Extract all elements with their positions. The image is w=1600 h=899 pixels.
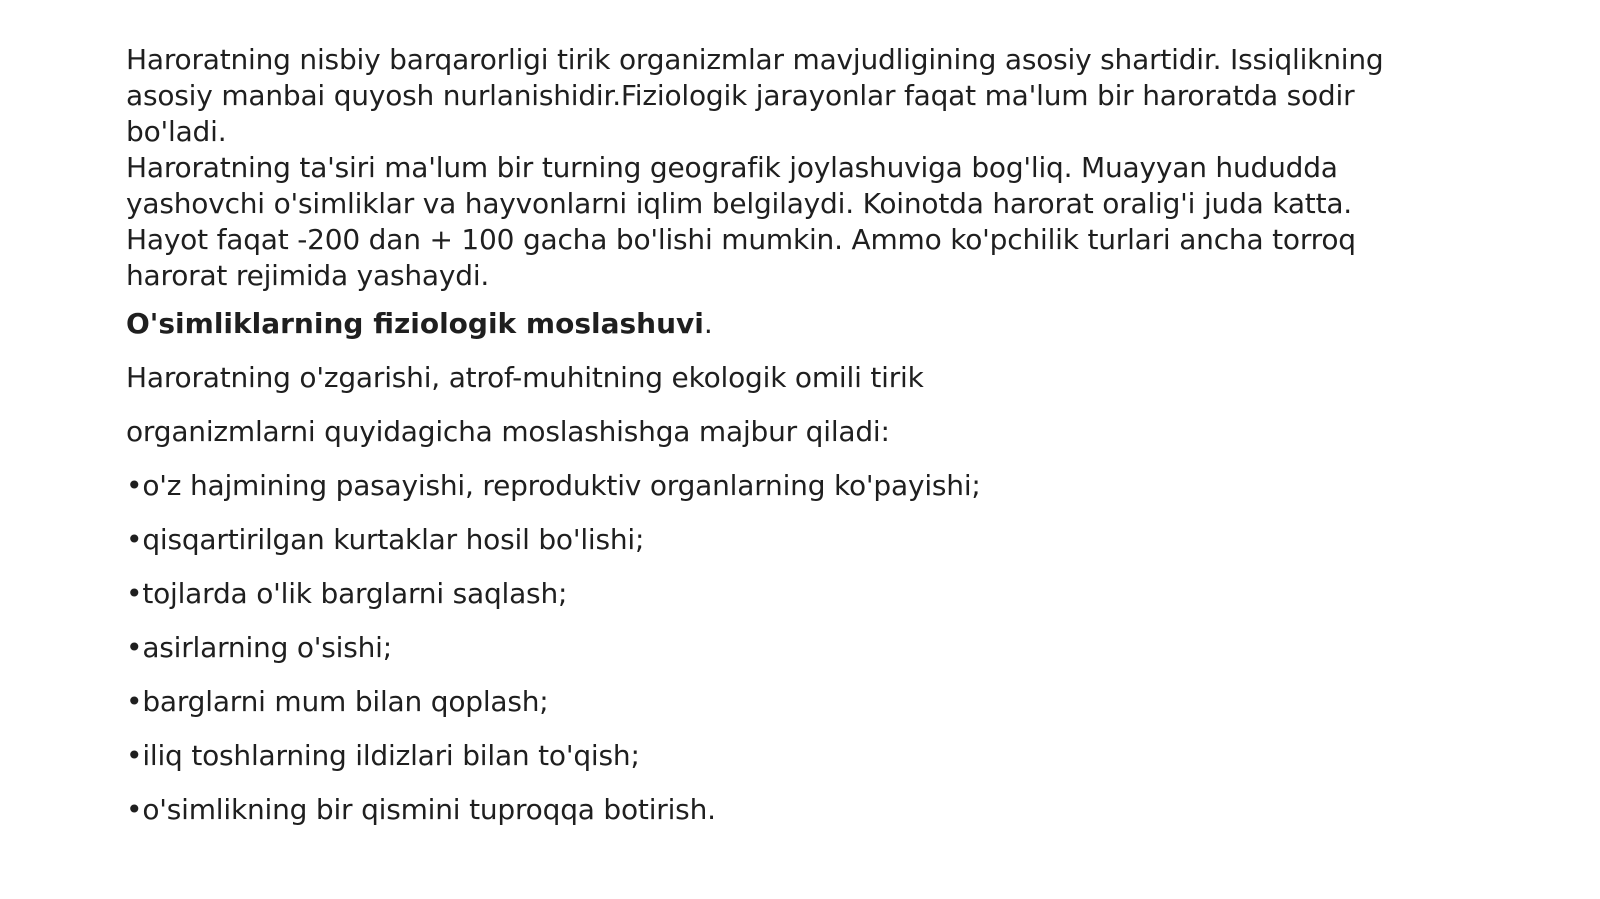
list-item: •o'z hajmining pasayishi, reproduktiv organlarning ko'payishi; — [126, 469, 981, 502]
section-line-1: Haroratning o'zgarishi, atrof-muhitning ekologik omili tirik — [126, 361, 924, 394]
list-item: •tojlarda o'lik barglarni saqlash; — [126, 577, 568, 610]
list-item: •iliq toshlarning ildizlari bilan to'qish; — [126, 739, 640, 772]
list-item: •qisqartirilgan kurtaklar hosil bo'lishi; — [126, 523, 645, 556]
intro-paragraph-2: Haroratning ta'siri ma'lum bir turning geografik joylashuviga bog'liq. Muayyan hududda yashovchi o'simliklar va hayvonlarni iqlim belgilaydi. Koinotda harorat oralig'i juda katta. Hayot faqat -200 dan + 100 gacha bo'lishi mumkin. Ammo ko'pchilik turlari ancha torroq harorat rejimida yashaydi. — [126, 151, 1356, 292]
list-item: •asirlarning o'sishi; — [126, 631, 392, 664]
section-heading-text: O'simliklarning fiziologik moslashuvi — [126, 307, 704, 340]
intro-paragraph-1: Haroratning nisbiy barqarorligi tirik organizmlar mavjudligining asosiy shartidir. Issiqlikning asosiy manbai quyosh nurlanishidir.Fiziologik jarayonlar faqat ma'lum bir haroratda sodir bo'ladi. — [126, 43, 1384, 148]
section-heading-punct: . — [703, 307, 713, 340]
intro-text — [126, 42, 1416, 294]
section-heading — [126, 306, 1416, 342]
list-item: •barglarni mum bilan qoplash; — [126, 685, 549, 718]
section-line-2: organizmlarni quyidagicha moslashishga majbur qiladi: — [126, 415, 890, 448]
adaptation-list — [126, 468, 1416, 828]
list-item: •o'simlikning bir qismini tuproqqa botirish. — [126, 793, 716, 826]
slide-content — [126, 42, 1416, 828]
